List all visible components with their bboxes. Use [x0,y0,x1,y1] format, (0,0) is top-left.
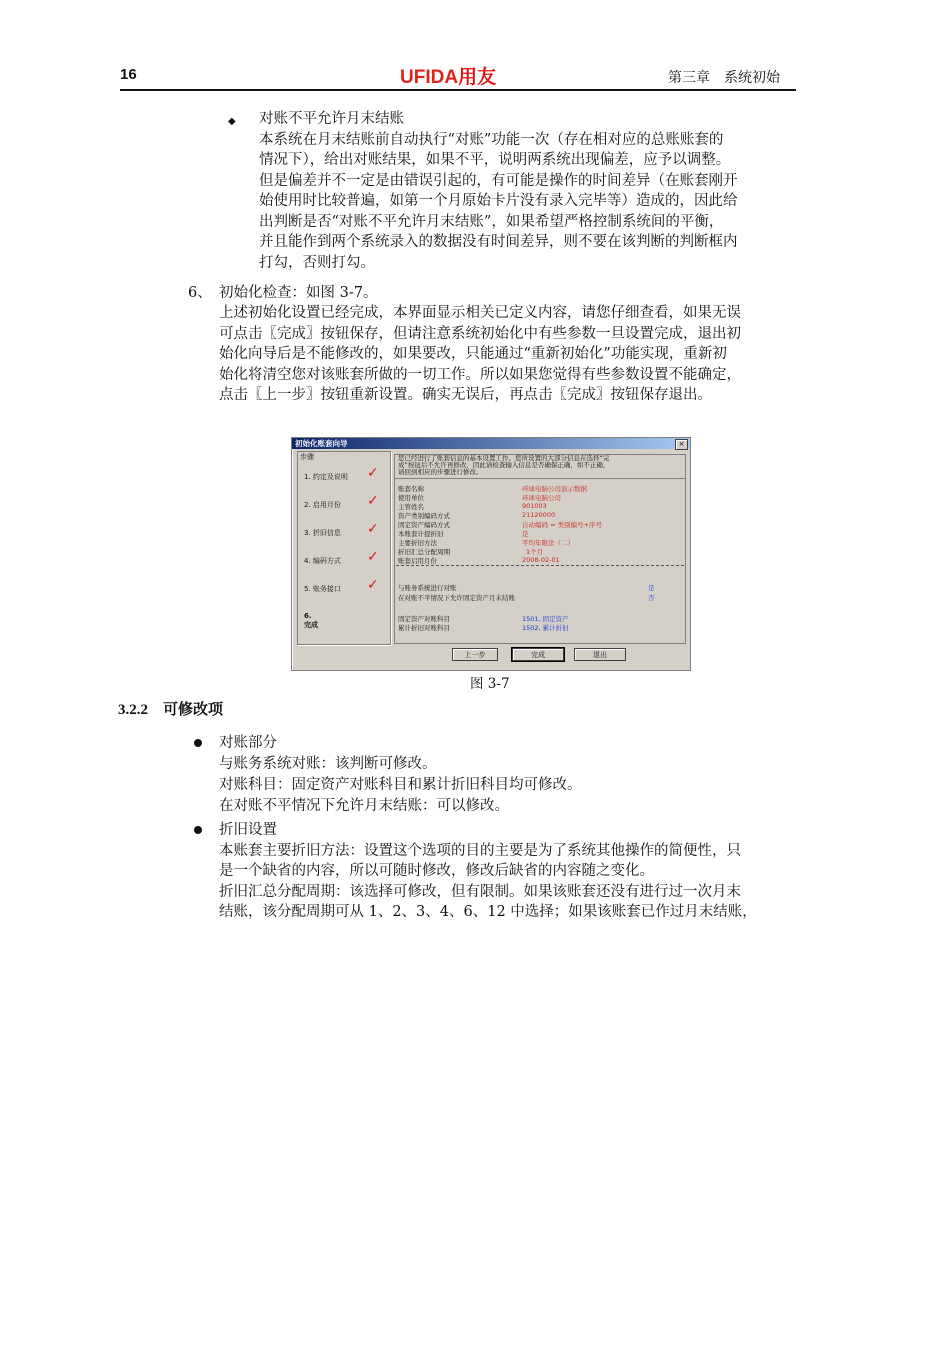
recon-label: 在对账不平情况下允许固定资产月末结账 [398,594,515,602]
header-rule [120,89,796,91]
step-item: 2. 启用月份 [304,501,341,509]
summary-label: 本账套计提折旧 [398,530,444,538]
list-a-line: 在对账不平情况下允许月末结账：可以修改。 [219,798,509,814]
exit-button[interactable]: 退出 [574,648,626,661]
summary-value: 2008-02-01 [522,556,560,564]
item6-line: 可点击〖完成〗按钮保存，但请注意系统初始化中有些参数一旦设置完成，退出初 [219,326,741,342]
list-b-line: 结账，该分配周期可从 1、2、3、4、6、12 中选择；如果该账套已作过月末结账， [219,904,757,920]
bullet1-title: 对账不平允许月末结账 [259,111,404,127]
step-item: 4. 编码方式 [304,557,341,565]
summary-value: 21120000 [522,511,556,519]
step-current: 6. 完成 [304,612,318,629]
account-label: 累计折旧对账科目 [398,624,450,632]
prev-button[interactable]: 上一步 [452,648,498,661]
bullet1-line: 始使用时比较普遍，如第一个月原始卡片没有录入完毕等）造成的，因此给 [259,193,738,209]
summary-value: 环球电脑公司 [522,494,561,502]
dialog-title: 初始化账套向导 [292,438,690,449]
item6-number: 6、 [188,285,212,301]
summary-label: 使用单位 [398,494,424,502]
summary-label: 主要折旧方法 [398,539,437,547]
check-icon: ✓ [367,493,379,509]
check-icon: ✓ [367,465,379,481]
item6-title: 初始化检查：如图 3-7。 [219,285,378,301]
figure-caption: 图 3-7 [470,676,510,692]
item6-line: 点击〖上一步〗按钮重新设置。确实无误后，再点击〖完成〗按钮保存退出。 [219,387,712,403]
bullet1-line: 情况下），给出对账结果，如果不平，说明两系统出现偏差，应予以调整。 [259,152,731,168]
list-a-line: 与账务系统对账：该判断可修改。 [219,756,437,772]
list-b-line: 是一个缺省的内容，所以可随时修改，修改后缺省的内容随之变化。 [219,863,654,879]
round-bullet-icon [194,826,202,834]
step-item: 5. 账务接口 [304,585,341,593]
recon-label: 与账务系统进行对账 [398,584,457,592]
item6-line: 上述初始化设置已经完成，本界面显示相关已定义内容，请您仔细查看，如果无误 [219,305,741,321]
bullet1-line: 但是偏差并不一定是由错误引起的，有可能是操作的时间差异（在账套刚开 [259,173,738,189]
summary-label: 折旧汇总分配周期 [398,548,450,556]
bullet1-line: 出判断是否“对账不平允许月末结账”，如果希望严格控制系统间的平衡， [259,214,724,230]
page-number: 16 [120,66,137,83]
bullet1-line: 打勾，否则打勾。 [259,255,375,271]
summary-label: 固定资产编码方式 [398,521,450,529]
check-icon: ✓ [367,521,379,537]
summary-value: 环球电脑公司演示数据 [522,485,587,493]
section-title: 3.2.2 可修改项 [118,702,224,718]
account-value: 1501, 固定资产 [522,615,569,623]
message-line: 您已经进行了账套信息的基本设置工作。您所设置的大部分信息在选择“完 [398,454,610,462]
summary-value: 901003 [522,502,547,510]
item6-line: 始化将清空您对该账套所做的一切工作。所以如果您觉得有些参数设置不能确定， [219,367,741,383]
summary-value: 自动编码 = 类别编号+序号 [522,521,603,529]
summary-value: 平均年限法（二） [522,539,574,547]
brand-logo [400,62,496,89]
round-bullet-icon [194,739,202,747]
list-a-title: 对账部分 [219,735,277,751]
item6-line: 始化向导后是不能修改的，如果要改，只能通过“重新初始化”功能实现，重新初 [219,346,727,362]
bullet1-line: 本系统在月末结账前自动执行“对账”功能一次（存在相对应的总账账套的 [259,132,724,148]
finish-button[interactable]: 完成 [512,648,564,661]
brand-latin: UFIDA [400,67,459,88]
steps-label: 步骤 [300,453,314,461]
recon-value: 是 [648,584,655,592]
bullet1-line: 并且能作到两个系统录入的数据没有时间差异，则不要在该判断的判断框内 [259,234,738,250]
summary-label: 资产类别编码方式 [398,512,450,520]
summary-value: 是 [522,530,529,538]
message-line: 请回到相应的步骤进行修改。 [398,468,483,477]
summary-value: 1个月 [526,548,544,556]
list-b-title: 折旧设置 [219,822,277,838]
step-item: 1. 约定及说明 [304,473,348,481]
list-b-line: 本账套主要折旧方法：设置这个选项的目的主要是为了系统其他操作的简便性，只 [219,843,741,859]
recon-value: 否 [648,594,655,602]
summary-label: 主管姓名 [398,503,424,511]
init-wizard-dialog [291,437,691,671]
summary-label: 账套名称 [398,485,424,493]
summary-label: 账套启用月份 [398,557,437,565]
message-line: 成”按钮后不允许再修改，因此请检查输入信息是否确保正确，如不正确， [398,461,610,470]
account-label: 固定资产对账科目 [398,615,450,623]
step-item: 3. 折旧信息 [304,529,341,537]
check-icon: ✓ [367,549,379,565]
dashed-divider [396,565,684,566]
account-value: 1502, 累计折旧 [522,624,569,632]
chapter-title: 第三章 系统初始 [668,70,780,86]
wizard-message [398,455,681,477]
divider [394,478,686,479]
close-icon[interactable]: × [675,439,688,450]
brand-cn: 用友 [458,67,497,88]
diamond-bullet-icon: ◆ [228,116,236,127]
list-a-line: 对账科目：固定资产对账科目和累计折旧科目均可修改。 [219,777,582,793]
list-b-line: 折旧汇总分配周期：该选择可修改，但有限制。如果该账套还没有进行过一次月末 [219,884,741,900]
check-icon: ✓ [367,577,379,593]
